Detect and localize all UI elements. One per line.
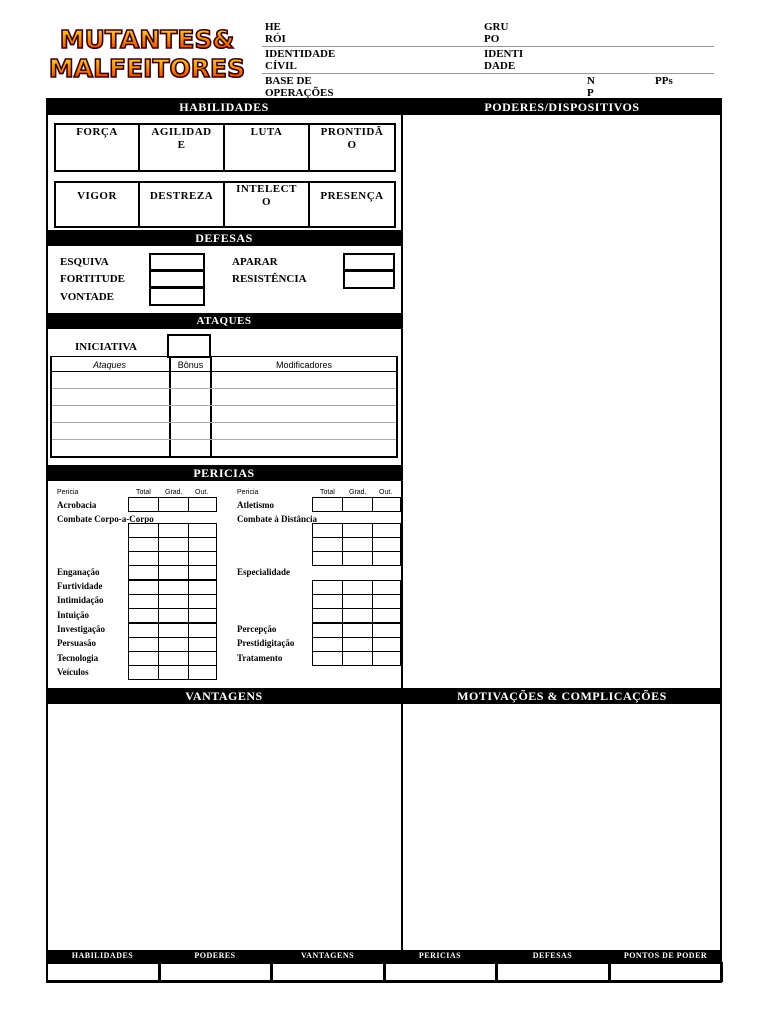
- esquiva-box[interactable]: [149, 253, 205, 271]
- skills-head-grad-left: Grad.: [165, 489, 183, 496]
- base-label: BASE DE OPERAÇÕES: [265, 75, 334, 99]
- skill-cell[interactable]: [342, 608, 373, 623]
- poderes-bar: PODERES/DISPOSITIVOS: [402, 100, 722, 115]
- skill-cell[interactable]: [342, 497, 373, 512]
- footer-value-box-0[interactable]: [46, 962, 160, 982]
- pericias-bar: PERICIAS: [46, 465, 402, 481]
- ability-presenca: PRESENÇA: [320, 190, 384, 202]
- skill-cell[interactable]: [372, 594, 401, 609]
- skill-atletismo: Atletismo: [237, 500, 274, 510]
- skill-cell[interactable]: [342, 594, 373, 609]
- habilidades-bar: HABILIDADES: [46, 100, 402, 115]
- skill-cell[interactable]: [372, 651, 401, 666]
- skill-cell[interactable]: [188, 537, 217, 552]
- skill-cell[interactable]: [128, 594, 159, 609]
- logo: [38, 24, 256, 82]
- skill-cell[interactable]: [372, 580, 401, 595]
- pps-label: PPs: [655, 75, 673, 87]
- skill-cell[interactable]: [128, 537, 159, 552]
- skill-cell[interactable]: [312, 651, 343, 666]
- logo-line2: MALFEITORES: [48, 54, 246, 82]
- skill-cell[interactable]: [188, 608, 217, 623]
- column-divider-top: [401, 98, 403, 688]
- skill-cell[interactable]: [158, 497, 189, 512]
- skill-cell[interactable]: [188, 594, 217, 609]
- footer-value-box-1[interactable]: [159, 962, 272, 982]
- skill-cell[interactable]: [312, 497, 343, 512]
- ataques-bar: ATAQUES: [46, 313, 402, 329]
- skill-cell[interactable]: [372, 608, 401, 623]
- skills-head-total-left: Total: [136, 489, 151, 496]
- skill-cell[interactable]: [188, 565, 217, 580]
- skill-cell[interactable]: [128, 523, 159, 538]
- skill-cell[interactable]: [372, 623, 401, 638]
- skill-combate-distancia: Combate à Distância: [237, 514, 317, 524]
- skill-enganacao: Enganação: [57, 567, 100, 577]
- footer-label-3: PERICIAS: [418, 951, 462, 960]
- skill-cell[interactable]: [158, 665, 189, 680]
- ability-prontidao: PRONTIDÃ O: [320, 126, 384, 151]
- column-divider-bottom: [401, 704, 403, 950]
- skill-prestidigitacao: Prestidigitação: [237, 638, 295, 648]
- skill-cell[interactable]: [128, 551, 159, 566]
- skill-cell[interactable]: [372, 523, 401, 538]
- identidade-label: IDENTI DADE: [484, 48, 524, 72]
- skill-cell[interactable]: [188, 497, 217, 512]
- footer-value-box-5[interactable]: [609, 962, 723, 982]
- skill-cell[interactable]: [312, 608, 343, 623]
- skill-cell[interactable]: [342, 637, 373, 652]
- skill-cell[interactable]: [312, 580, 343, 595]
- skill-cell[interactable]: [188, 580, 217, 595]
- grupo-label: GRU PO: [484, 21, 509, 45]
- skill-cell[interactable]: [372, 637, 401, 652]
- skill-cell[interactable]: [158, 551, 189, 566]
- footer-label-2: VANTAGENS: [300, 951, 355, 960]
- skill-cell[interactable]: [158, 523, 189, 538]
- skill-cell[interactable]: [128, 565, 159, 580]
- skill-cell[interactable]: [312, 551, 343, 566]
- heroi-line: [262, 46, 714, 47]
- logo-line1: MUTANTES&: [59, 25, 235, 54]
- skill-percepcao: Percepção: [237, 624, 277, 634]
- skills-head-out-right: Out.: [379, 489, 393, 496]
- skill-cell[interactable]: [312, 637, 343, 652]
- col-ataques: Ataques: [92, 360, 127, 370]
- skills-head-total-right: Total: [320, 489, 335, 496]
- skill-cell[interactable]: [312, 523, 343, 538]
- skill-cell[interactable]: [312, 537, 343, 552]
- skill-cell[interactable]: [188, 637, 217, 652]
- skill-cell[interactable]: [342, 651, 373, 666]
- skill-cell[interactable]: [128, 497, 159, 512]
- footer-label-4: DEFESAS: [532, 951, 573, 960]
- heroi-label: HE RÓI: [265, 21, 286, 45]
- skill-cell[interactable]: [128, 623, 159, 638]
- col-bonus: Bônus: [177, 360, 204, 370]
- skill-cell[interactable]: [158, 594, 189, 609]
- skills-head-pericia-right: Pericia: [237, 489, 259, 496]
- skill-cell[interactable]: [372, 497, 401, 512]
- ability-forca: FORÇA: [76, 126, 118, 138]
- footer-label-5: PONTOS DE PODER: [623, 951, 708, 960]
- motivacoes-bar: MOTIVAÇÕES & COMPLICAÇÕES: [402, 688, 722, 704]
- footer-value-box-3[interactable]: [384, 962, 497, 982]
- skill-cell[interactable]: [342, 580, 373, 595]
- defesas-bar: DEFESAS: [46, 230, 402, 246]
- identidade-civil-label: IDENTIDADE CÍVIL: [265, 48, 336, 72]
- vantagens-bar: VANTAGENS: [46, 688, 402, 704]
- skill-cell[interactable]: [158, 608, 189, 623]
- skill-cell[interactable]: [158, 580, 189, 595]
- defense-esquiva: ESQUIVA: [60, 256, 109, 268]
- skills-head-pericia-left: Pericia: [57, 489, 79, 496]
- skills-head-grad-right: Grad.: [349, 489, 367, 496]
- defense-resistencia: RESISTÊNCIA: [232, 273, 307, 285]
- skill-cell[interactable]: [188, 665, 217, 680]
- footer-label-1: PODERES: [194, 951, 236, 960]
- footer-value-box-4[interactable]: [496, 962, 610, 982]
- skill-cell[interactable]: [188, 523, 217, 538]
- ability-destreza: DESTREZA: [149, 190, 214, 202]
- skill-combate-corpo: Combate Corpo-a-Corpo: [57, 514, 154, 524]
- skill-cell[interactable]: [342, 537, 373, 552]
- skill-cell[interactable]: [158, 537, 189, 552]
- col-modificadores: Modificadores: [275, 360, 333, 370]
- skill-veiculos: Veículos: [57, 667, 89, 677]
- vontade-box[interactable]: [149, 287, 205, 306]
- skill-cell[interactable]: [342, 551, 373, 566]
- skill-especialidade: Especialidade: [237, 567, 291, 577]
- skill-tratamento: Tratamento: [237, 653, 283, 663]
- skill-cell[interactable]: [188, 551, 217, 566]
- ability-intelecto: INTELECT O: [236, 183, 297, 208]
- skills-head-out-left: Out.: [195, 489, 209, 496]
- ability-luta: LUTA: [250, 126, 283, 138]
- footer-value-box-2[interactable]: [271, 962, 385, 982]
- np-label: N P: [587, 75, 595, 99]
- aparar-box[interactable]: [343, 253, 395, 271]
- skill-investigacao: Investigação: [57, 624, 105, 634]
- ability-vigor: VIGOR: [77, 190, 117, 202]
- skill-intimidacao: Intimidação: [57, 595, 104, 605]
- skill-persuasao: Persuasão: [57, 638, 96, 648]
- skill-cell[interactable]: [128, 651, 159, 666]
- iniciativa-box[interactable]: [167, 334, 211, 358]
- defense-vontade: VONTADE: [60, 291, 114, 303]
- skill-furtividade: Furtividade: [57, 581, 103, 591]
- iniciativa-label: INICIATIVA: [75, 341, 137, 353]
- skill-intuicao: Intuição: [57, 610, 90, 620]
- logo-art: [38, 24, 256, 82]
- skill-cell[interactable]: [188, 623, 217, 638]
- skill-cell[interactable]: [312, 623, 343, 638]
- defense-aparar: APARAR: [232, 256, 278, 268]
- footer-label-0: HABILIDADES: [71, 951, 134, 960]
- fortitude-box[interactable]: [149, 270, 205, 288]
- skill-cell[interactable]: [312, 594, 343, 609]
- skill-cell[interactable]: [342, 623, 373, 638]
- skill-cell[interactable]: [158, 623, 189, 638]
- skill-cell[interactable]: [372, 537, 401, 552]
- identidade-line: [262, 73, 714, 74]
- skill-cell[interactable]: [158, 637, 189, 652]
- skill-cell[interactable]: [158, 651, 189, 666]
- skill-cell[interactable]: [128, 665, 159, 680]
- ability-agilidade: AGILIDAD E: [151, 126, 212, 151]
- skill-acrobacia: Acrobacia: [57, 500, 97, 510]
- skill-cell[interactable]: [342, 523, 373, 538]
- skill-cell[interactable]: [128, 580, 159, 595]
- skill-cell[interactable]: [128, 637, 159, 652]
- skill-tecnologia: Tecnologia: [57, 653, 99, 663]
- resistencia-box[interactable]: [343, 270, 395, 289]
- skill-cell[interactable]: [158, 565, 189, 580]
- skill-cell[interactable]: [188, 651, 217, 666]
- skill-cell[interactable]: [128, 608, 159, 623]
- defense-fortitude: FORTITUDE: [60, 273, 126, 285]
- skill-cell[interactable]: [372, 551, 401, 566]
